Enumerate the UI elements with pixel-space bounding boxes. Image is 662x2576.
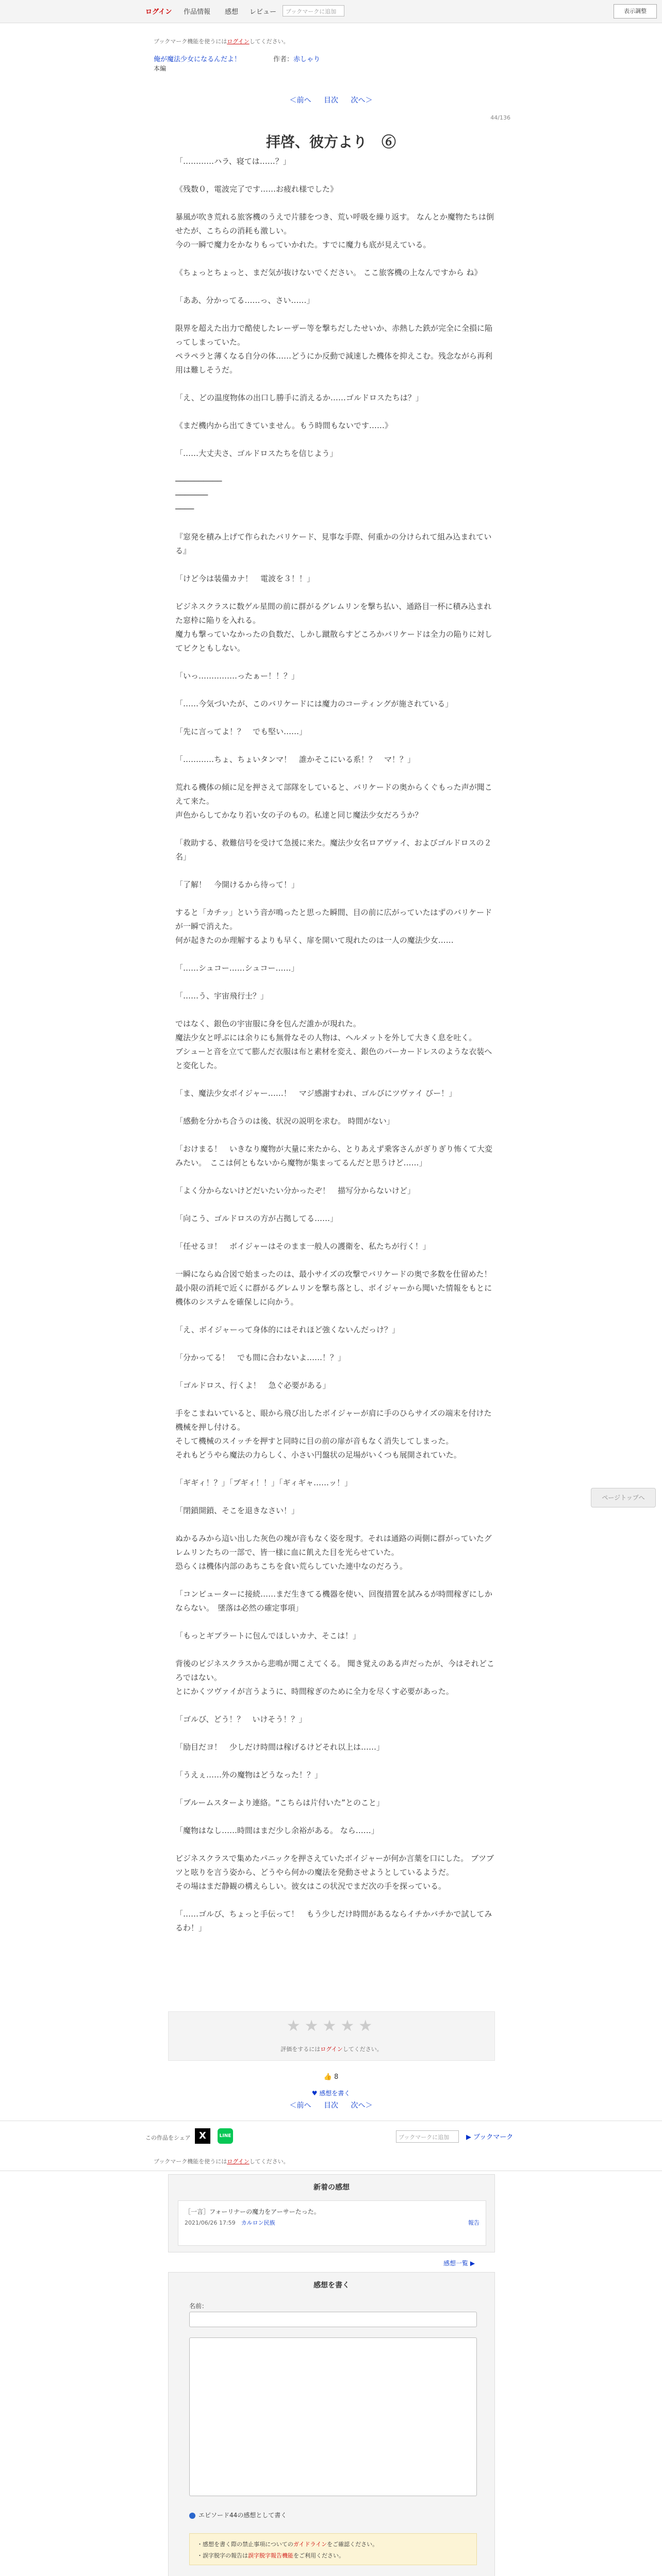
body-paragraph: ────────── ─────── ──── [175, 477, 222, 514]
body-paragraph: 「魔物はなし……時間はまだ少し余裕がある。 なら……」 [175, 1826, 379, 1835]
body-paragraph: 《残数０，電波完了です……お疲れ様でした》 [175, 184, 338, 194]
body-paragraph: 「……う、宇宙飛行士？」 [175, 991, 269, 1001]
body-paragraph: 「けど今は装備カナ！ 電波を３！！」 [175, 574, 315, 583]
bookmark-note-after: してください。 [249, 38, 289, 45]
body-paragraph: 「…………ちょ、ちょいタンマ！ 誰かそこにいる系！？ マ！？」 [175, 755, 416, 764]
body-paragraph: 暴風が吹き荒れる旅客機のうえで片膝をつき、荒い呼吸を繰り返す。 なんとか魔物たちは倒せたが、こちらの消耗も激しい。 今の一瞬で魔力をかなりもっていかれた。すでに魔力も底が見えている。 [175, 212, 494, 249]
prev-label-bottom: ＜前へ [289, 2102, 311, 2110]
bookmark-note-before-bottom: ブックマーク機能を使うには [154, 2158, 227, 2165]
line-share-icon[interactable]: LINE [218, 2128, 233, 2144]
body-paragraph: 「救助する、救難信号を受けて急援に来た。魔法少女名ロアヴァイ、およびゴルドロスの２名」 [175, 838, 492, 861]
body-paragraph: 「了解！ 今開けるから待って！」 [175, 880, 300, 889]
bookmark-note-login-link[interactable]: ログイン [227, 38, 250, 45]
body-paragraph: 「……ゴルび、ちょっと手伝って！ もう少しだけ時間があるならイチかバチかで試してみるわ！」 [175, 1909, 492, 1933]
notice-1-after: をご確認ください。 [327, 2541, 378, 2548]
bookmark-note-login-link-bottom[interactable]: ログイン [227, 2158, 250, 2165]
chapter-title: 拝啓、彼方より ⑥ [266, 133, 396, 150]
notice-2-before: ・誤字脱字の報告は [197, 2552, 248, 2559]
new-impressions-title: 新着の感想 [313, 2183, 350, 2192]
body-paragraph: 「分かってる！ でも間に合わないよ……！？」 [175, 1353, 346, 1362]
impressions-list-link[interactable]: 感想一覧 ▶ [443, 2260, 475, 2267]
radio-selected-icon [189, 2513, 195, 2519]
rating-stars[interactable]: ★★★★★ [286, 2017, 377, 2035]
body-paragraph: 「感動を分かち合うのは後、状況の説明を求む。 時間がない」 [175, 1116, 394, 1126]
impression-meta [185, 2218, 275, 2227]
impression-date: 2021/06/26 17:59 [185, 2219, 236, 2226]
body-paragraph: ビジネスクラスに数ゲル星間の前に群がるグレムリンを撃ち払い、通路目一杯に積み込まれた窓枠に陥りを入れる。 魔力も撃っていなかったの負数だ、しかし蹴散らすどころかバリケードは全力の陥りに対してビクともしない。 [175, 602, 492, 653]
impressions-link[interactable]: 感想 [225, 8, 239, 16]
impression-textarea[interactable] [189, 2337, 477, 2496]
x-share-icon[interactable]: X [195, 2128, 210, 2144]
series-title-link[interactable]: 俺が魔法少女になるんだよ！ [154, 56, 241, 63]
author-line [273, 54, 320, 63]
body-paragraph: 『窓発を積み上げて作られたバリケード、見事な手際、何重かの分けられて組み込まれている』 [175, 532, 492, 555]
toc-label-bottom: 目次 [324, 2102, 338, 2110]
notice-line-1 [197, 2540, 378, 2548]
body-paragraph: 「……今気づいたが、このバリケードには魔力のコーティングが施されている」 [175, 699, 453, 708]
body-paragraph: 《ちょっとちょっと、まだ気が抜けないでください。 ここ旅客機の上なんですから ね》 [175, 268, 482, 277]
prev-link[interactable] [285, 96, 317, 105]
body-paragraph: 「いっ……………ったぁー！！？」 [175, 671, 300, 681]
next-link[interactable] [345, 96, 377, 105]
work-status: 本編 [154, 65, 167, 72]
share-bar [0, 2121, 662, 2171]
write-impression-link[interactable]: ♥ 感想を書く [311, 2090, 351, 2097]
bookmark-link[interactable]: ▶ ブックマーク [466, 2133, 514, 2141]
page-top-button[interactable]: ページトップへ [591, 1488, 656, 1507]
body-paragraph: 「ブルームスターより連絡。“こちらは片付いた”とのこと」 [175, 1798, 384, 1807]
bookmark-input[interactable]: ブックマークに追加 [283, 5, 344, 16]
body-paragraph: 「ま、魔法少女ボイジャー……！ マジ感謝すわれ、ゴルびにツヴァイ びー！」 [175, 1089, 457, 1098]
impression-user-link[interactable]: カルロン民族 [241, 2219, 275, 2226]
bookmark-note-before: ブックマーク機能を使うには [154, 38, 227, 45]
review-link[interactable]: レビュー [250, 8, 277, 16]
body-paragraph: 「ギギィ！？」「ブギィ！！」「ギィギャ……ッ！」 [175, 1478, 353, 1487]
body-paragraph: 荒れる機体の傾に足を押さえて部隊をしていると、バリケードの奥からくぐもった声が聞こえて来た。 声色からしてかなり若い女の子のもの。私達と同じ魔法少女だろうか？ [175, 783, 492, 820]
typo-report-link[interactable]: 誤字脱字報告機能 [248, 2552, 293, 2559]
body-paragraph: 「…………ハラ、寝ては……？」 [175, 157, 291, 166]
rating-note-after: してください。 [342, 2046, 383, 2053]
body-paragraph: 《まだ機内から出てきていません。もう時間もないです……》 [175, 421, 392, 430]
next-link-bottom[interactable] [345, 2102, 377, 2110]
like-count: 8 [334, 2073, 339, 2081]
body-paragraph: 「……大丈夫さ、ゴルドロスたちを信じよう」 [175, 449, 338, 458]
body-paragraph: 「ゴルドロス、行くよ！ 急ぐ必要がある」 [175, 1381, 330, 1390]
body-paragraph: 「コンピューターに接続……まだ生きてる機器を使い、回復措置を試みるが時間稼ぎにしかならない。 墜落は必然の確定事項」 [175, 1589, 493, 1613]
toc-label: 目次 [324, 96, 338, 105]
bookmark-login-note-bottom [154, 2157, 289, 2165]
report-link[interactable]: 報告 [468, 2219, 479, 2226]
author-name-link[interactable]: 赤しゃり [293, 56, 321, 63]
body-paragraph: 「励目だヨ！ 少しだけ時間は稼げるけどそれ以上は……」 [175, 1742, 385, 1752]
prev-link-bottom[interactable] [285, 2102, 317, 2110]
episode-radio-label: エピソード44の感想として書く [198, 2512, 287, 2519]
body-paragraph: 「向こう、ゴルドロスの方が占拠してる……」 [175, 1214, 338, 1223]
pager-bottom [0, 2100, 662, 2110]
next-label: 次へ＞ [351, 96, 373, 105]
impression-text: ［一言］フォーリナーの魔力をアーサーたった。 [185, 2208, 320, 2215]
body-paragraph: 一瞬にならぬ合図で始まったのは、最小サイズの攻撃でバリケードの奥で多数を仕留めた！ 最小限の消耗で近くに群がるグレムリンを撃ち落とし、ボイジャーから聞いた情報をもとに機体のシステムを確保しに向かう。 [175, 1269, 492, 1307]
thumbs-up-icon: 👍 [323, 2073, 332, 2081]
top-nav [0, 0, 662, 23]
notice-line-2 [197, 2551, 344, 2560]
next-label-bottom: 次へ＞ [351, 2102, 373, 2110]
body-paragraph: すると「カチッ」という音が鳴ったと思った瞬間、目の前に広がっていたはずのバリケードが一瞬で消えた。 何が起きたのか理解するよりも早く、扉を開いて現れたのは一人の魔法少女…… [175, 908, 492, 945]
new-impressions-panel [168, 2174, 495, 2252]
toc-link[interactable] [319, 96, 343, 105]
body-paragraph: 「ああ、分かってる……っ、さい……」 [175, 296, 315, 305]
impression-item [178, 2200, 486, 2246]
name-label: 名前： [189, 2302, 208, 2310]
toc-link-bottom[interactable] [319, 2102, 343, 2110]
bookmark-add-input[interactable]: ブックマークに追加 [396, 2130, 459, 2143]
body-paragraph: 「閉鎖開鎖、そこを退きなさい！」 [175, 1506, 300, 1515]
rating-box [168, 2011, 495, 2061]
body-paragraph: 「先に言ってよ！？ でも堅い……」 [175, 727, 307, 736]
body-paragraph: 「もっとギブラートに包んでほしいカナ、そこは！」 [175, 1631, 360, 1640]
guideline-link[interactable]: ガイドライン [293, 2541, 327, 2548]
body-paragraph: 「任せるヨ！ ボイジャーはそのまま一般人の護衛を、私たちが行く！」 [175, 1242, 431, 1251]
impression-notice [189, 2533, 477, 2565]
login-link[interactable]: ログイン [145, 8, 172, 16]
body-paragraph: 「よく分からないけどだいたい分かったぞ！ 描写分からないけど」 [175, 1186, 416, 1195]
body-paragraph: ビジネスクラスで集めたパニックを押さえていたボイジャーが何か言葉を口にした。 ブツブツと呟りを言う姿から、どうやら何かの魔法を発動させようとしているようだ。 その場はまだ静観の構えらしい。彼女はこの状況でまだ次の手を探っている。 [175, 1854, 494, 1891]
body-paragraph: 「え、どの温度物体の出口し勝手に消えるか……ゴルドロスたちは？」 [175, 393, 423, 402]
works-info-link[interactable]: 作品情報 [184, 8, 211, 16]
name-input[interactable] [189, 2312, 477, 2327]
author-label: 作者： [273, 56, 294, 63]
body-paragraph: ぬかるみから這い出した灰色の塊が音もなく姿を現す。それは通路の両側に群がっていたグレムリンたちの一部で、皆一様に血に飢えた目を光らせていた。 恐らくは機体内部のあちこちを食い荒らしていた連中なのだろう。 [175, 1534, 492, 1571]
notice-1-before: ・感想を書く際の禁止事項についての [197, 2541, 293, 2548]
write-impression-panel [168, 2272, 495, 2576]
body-paragraph: 「え、ボイジャーって身体的にはそれほど強くないんだっけ？」 [175, 1325, 400, 1334]
body-paragraph: ではなく、銀色の宇宙服に身を包んだ誰かが現れた。 魔法少女と呼ぶには余りにも無骨なその人物は、ヘルメットを外して大きく息を吐く。 ブシューと音を立てて膨んだ衣服は布と素材を変え、銀色のパーカードレスのような衣装へと変化した。 [175, 1019, 492, 1070]
rating-note [169, 2045, 494, 2053]
bookmark-login-note [154, 37, 289, 45]
body-paragraph: 「おけまる！ いきなり魔物が大量に来たから、とりあえず乗客さんがぎりぎり怖くて大変みたい。 ここは何ともないから魔物が集まってるんだと思うけど……」 [175, 1144, 493, 1167]
body-paragraph: 「ゴルび、どう！？ いけそう！？」 [175, 1715, 307, 1724]
body-paragraph: 「うえぇ……外の魔物はどうなった！？」 [175, 1770, 323, 1780]
write-impression-title: 感想を書く [313, 2281, 350, 2290]
pager-top [0, 95, 662, 105]
notice-2-after: をご利用ください。 [293, 2552, 344, 2559]
rating-note-before: 評価をするには [280, 2046, 321, 2053]
rating-login-link[interactable]: ログイン [320, 2046, 343, 2053]
display-settings-button[interactable]: 表示調整 [614, 4, 657, 19]
body-paragraph: 背後のビジネスクラスから悲鳴が聞こえてくる。 聞き覚えのある声だったが、今はそれどころではない。 とにかくツヴァイが言うように、時間稼ぎのために全力を尽くす必要があった。 [175, 1659, 494, 1696]
body-paragraph: 手をこまねいていると、眼から飛び出したボイジャーが肩に手のひらサイズの端末を付けた機械を押し付ける。 そして機械のスイッチを押すと同時に目の前の扉が音もなく消失してしまった。 それもどうやら魔法の力らしく、小さい円盤状の足場がいくつも展開されていた。 [175, 1409, 492, 1460]
share-label: この作品をシェア [145, 2134, 191, 2141]
episode-radio[interactable] [189, 2511, 287, 2519]
chapter-body [175, 155, 495, 1984]
prev-label: ＜前へ [289, 96, 311, 105]
body-paragraph: 「……シュコー……シュコー……」 [175, 963, 299, 973]
page-count: 44/136 [490, 114, 510, 121]
body-paragraph: 限界を超えた出力で酷使したレーザー等を撃ちだしたせいか、赤熱した鉄が完全に全損に陥ってしまっていた。 ペラペラと薄くなる自分の体……どうにか反動で減速した機体を抑えこむ。残念ながら再利用は難しそうだ。 [175, 324, 493, 375]
bookmark-note-after-bottom: してください。 [249, 2158, 289, 2165]
like-counter[interactable] [0, 2073, 662, 2081]
